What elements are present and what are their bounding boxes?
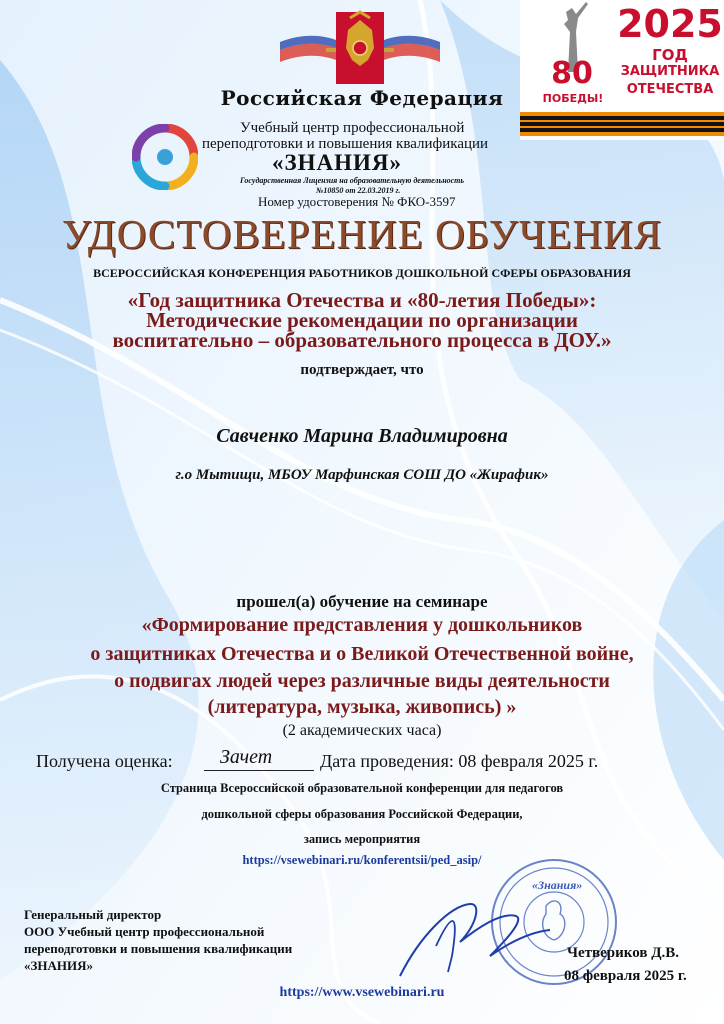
footer-link[interactable]: https://www.vsewebinari.ru [279,985,445,1000]
grade-label: Получена оценка: [36,751,173,771]
seminar-line1: «Формирование представления у дошкольников [141,614,583,636]
org-license-line1: Государственная Лицензия на образовательную деятельность [240,176,465,185]
seminar-line4: (литература, музыка, живопись) » [207,696,517,718]
org-line2: переподготовки и повышения квалификации [202,136,489,152]
coat-of-arms-icon [280,8,440,88]
badge-line2: ЗАЩИТНИКА [620,64,720,79]
person-place: г.о Мытищи, МБОУ Марфинская СОШ ДО «Жирафик» [175,467,549,483]
seminar-line2: о защитниках Отечества и о Великой Отечественной войне, [90,643,634,665]
conference-name: ВСЕРОССИЙСКАЯ КОНФЕРЕНЦИЯ РАБОТНИКОВ ДОШКОЛЬНОЙ СФЕРЫ ОБРАЗОВАНИЯ [93,266,631,280]
stamp-text: «Знания» [532,878,583,892]
certificate-number: Номер удостоверения № ФКО-3597 [258,194,456,209]
director-line2: ООО Учебный центр профессиональной [24,924,265,939]
badge-year: 2025 [617,2,723,46]
theme-line3: воспитательно – образовательного процесса в ДОУ.» [112,328,612,352]
state-emblem [280,8,440,88]
seminar-intro: прошел(а) обучение на семинаре [236,592,488,611]
znaniya-logo-icon [132,124,198,190]
confirms-text: подтверждает, что [300,362,424,378]
page-info-line3: запись мероприятия [303,832,421,846]
victory-word: ПОБЕДЫ! [542,92,604,105]
director-line3: переподготовки и повышения квалификации [24,941,293,956]
year-badge [520,0,724,140]
country-name: Российская Федерация [220,86,504,110]
seminar-line3: о подвигах людей через различные виды деятельности [114,670,610,692]
signer-date: 08 февраля 2025 г. [564,968,687,984]
person-name: Савченко Марина Владимировна [216,425,508,447]
certificate-title: УДОСТОВЕРЕНИЕ ОБУЧЕНИЯ [61,211,663,257]
badge-line1: ГОД [652,46,688,64]
badge-line3: ОТЕЧЕСТВА [626,82,714,97]
theme-line2: Методические рекомендации по организации [146,308,578,332]
page-info-line2: дошкольной сферы образования Российской Федерации, [201,807,523,821]
seminar-hours: (2 академических часа) [282,722,442,739]
org-line1: Учебный центр профессиональной [240,120,465,136]
director-line4: «ЗНАНИЯ» [24,958,93,973]
grade-value: Зачет [220,746,273,768]
org-license-line2: №10850 от 22.03.2019 г. [316,186,401,195]
signature-icon [390,886,560,986]
theme-line1: «Год защитника Отечества и «80-летия Победы»: [127,288,597,312]
victory-number: 80 [551,56,593,91]
event-date: Дата проведения: 08 февраля 2025 г. [320,751,599,771]
director-line1: Генеральный директор [24,907,162,922]
st-george-ribbon-icon [520,108,724,140]
signer-name: Четвериков Д.В. [567,945,680,961]
page-info-line1: Страница Всероссийской образовательной конференции для педагогов [160,781,564,795]
event-recording-link[interactable]: https://vsewebinari.ru/konferentsii/ped_asip/ [242,853,482,867]
grade-underline [204,770,314,771]
org-name: «ЗНАНИЯ» [272,150,403,175]
